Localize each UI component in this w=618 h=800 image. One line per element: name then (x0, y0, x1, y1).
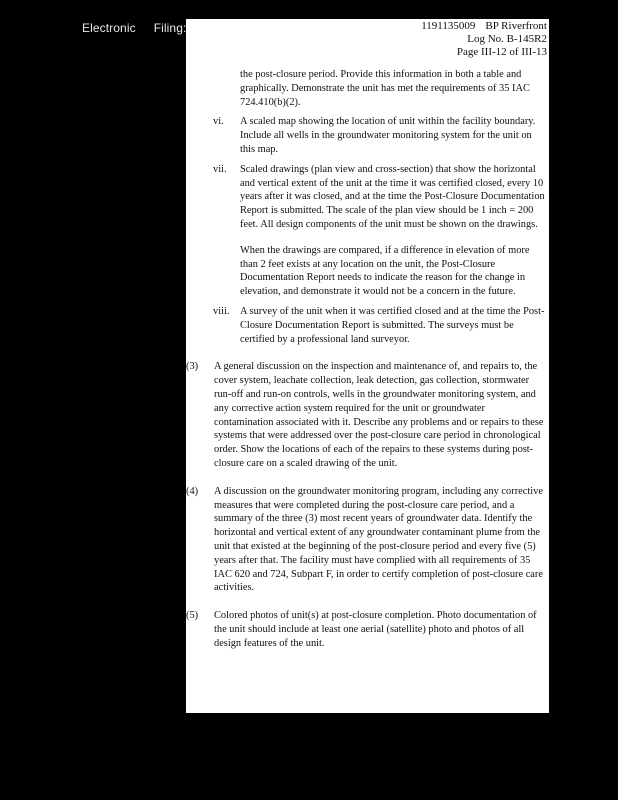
item-text: Scaled drawings (plan view and cross-section) that show the horizontal and vertical extent of the unit at the time it was certified closed, every 10 years after it was closed, and at the time the Post-Closure Documentation Report is submitted. The scale of the plan view should be 1 inch = 200 feet. All design components of the unit must be shown on the drawings. (240, 163, 545, 230)
item-number: vi. (213, 116, 224, 128)
list-item-4 (186, 485, 546, 595)
list-item-vi (213, 115, 546, 156)
item-subparagraph: When the drawings are compared, if a difference in elevation of more than 2 feet exists at any location on the unit, the Post-Closure Documentation Report needs to indicate the reason for the change in elevation, and demonstrate it would not be a concern in the future. (240, 244, 530, 298)
document-body (186, 68, 549, 650)
item-text: A scaled map showing the location of unit within the facility boundary. Include all wells in the groundwater monitoring system for the unit on this map. (240, 116, 536, 155)
page-number: Page III-12 of III-13 (456, 46, 547, 58)
item-number: vii. (213, 163, 227, 175)
list-item-5 (186, 609, 546, 650)
continuation-paragraph: the post-closure period. Provide this information in both a table and graphically. Demonstrate the unit has met the requirements of 35 IAC 724.410(b)(2). (240, 69, 530, 108)
electronic-filing-stamp (82, 21, 186, 35)
list-item-3 (186, 360, 546, 470)
doc-id: 1191135009 (421, 20, 476, 32)
stamp-filing: Filing: (153, 21, 187, 35)
stamp-electronic: Electronic (82, 21, 136, 35)
item-number: viii. (213, 305, 230, 317)
item-text: A discussion on the groundwater monitoring program, including any corrective measures that were completed during the post-closure care period, and a summary of the three (3) most recent years of groundwater data. Identify the horizontal and vertical extent of any groundwater contaminant plume from the unit that existed at the beginning of the post-closure period and every five (5) years after that. The facility must have complied with all requirements of 35 IAC 620 and 724, Subpart F, in order to certify completion of post-closure care activities. (214, 485, 543, 594)
log-number: Log No. B-145R2 (467, 33, 547, 45)
list-item-viii (213, 305, 546, 346)
item-text: A survey of the unit when it was certified closed and at the time the Post-Closure Documentation Report is submitted. The surveys must be certified by a professional land surveyor. (240, 305, 545, 345)
item-text: Colored photos of unit(s) at post-closure completion. Photo documentation of the unit should include at least one aerial (satellite) photo and photos of all design features of the unit. (214, 610, 537, 649)
item-number: (5) (186, 610, 199, 622)
item-number: (3) (186, 361, 199, 373)
facility-name: BP Riverfront (485, 20, 547, 32)
document-page (186, 19, 549, 713)
page-header (421, 20, 547, 59)
list-item-vii (213, 163, 546, 299)
item-text: A general discussion on the inspection and maintenance of, and repairs to, the cover system, leachate collection, leak detection, gas collection, stormwater run-off and run-on controls, wells in the groundwater monitoring system, and any corrective action system required for the unit or groundwater contamination associated with it. Describe any problems and or repairs to these systems that were addressed over the post-closure care period in chronological order. Show the locations of each of the repairs to these systems during post-closure care on a scaled drawing of the unit. (214, 361, 544, 469)
item-number: (4) (186, 485, 199, 497)
